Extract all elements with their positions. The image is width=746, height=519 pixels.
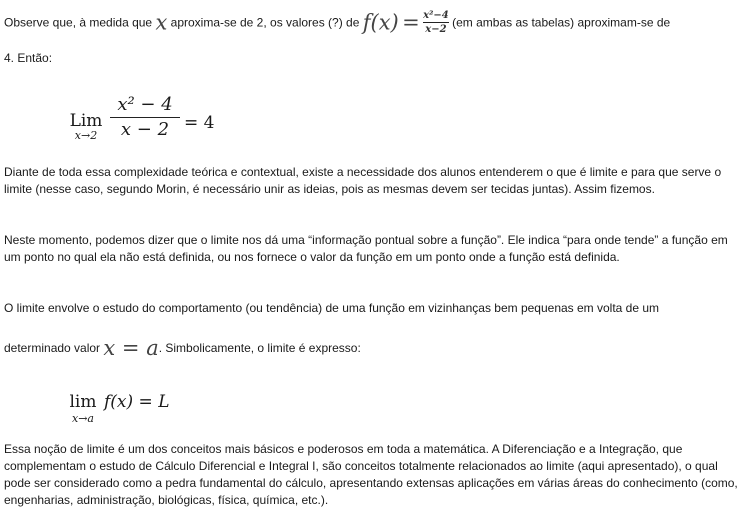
limit-word: Lim <box>69 111 103 131</box>
paragraph-2: Diante de toda essa complexidade teórica e contextual, existe a necessidade dos alunos entenderem o que é limite e para que serve o limite (nesse caso, segundo Morin, é necessário unir as ideias, pois as mesmas devem ser tecidas juntas). Assim fizemos. <box>4 165 722 196</box>
inline-fraction <box>423 10 449 35</box>
limit-fraction-bar <box>110 117 180 118</box>
limit-2-expression: f(x) = L <box>104 392 170 412</box>
intro-line-2: 4. Então: <box>4 51 53 65</box>
paragraph-5-text-b: . Simbolicamente, o limite é expresso: <box>158 341 361 355</box>
paragraph-4: O limite envolve o estudo do comportamento (ou tendência) de uma função em vizinhanças bem pequenas em volta de um <box>4 301 660 315</box>
inline-fraction-bar <box>423 22 449 23</box>
function-fx: f(x) <box>362 10 399 35</box>
limit-fraction-denominator: x − 2 <box>120 119 170 140</box>
limit-result: = 4 <box>184 113 215 133</box>
inline-fraction-numerator: x²−4 <box>423 10 449 21</box>
limit-2-label <box>66 392 100 426</box>
expression-x-equals-a: x = a <box>103 336 159 360</box>
intro-text-b: aproxima-se de 2, os valores (?) de <box>170 15 360 30</box>
limit-fraction-numerator: x² − 4 <box>117 94 173 115</box>
intro-text-c: (em ambas as tabelas) aproximam-se de <box>452 15 671 30</box>
limit-formula-1 <box>66 94 246 144</box>
limit-2-subscript: x→a <box>72 412 94 425</box>
paragraph-6: Essa noção de limite é um dos conceitos mais básicos e poderosos em toda a matemática. A Diferenciação e a Integração, que complementam o estudo de Cálculo Diferencial e Integral I, são conceitos totalmente relacionados ao limite (aqui apresentado), o qual pode ser considerado como a pedra fundamental do cálculo, apresentando extensas aplicações em várias áreas do conhecimento (como, engenharias, administração, biológicas, física, química, etc.). <box>4 442 738 507</box>
paragraph-5 <box>4 336 361 360</box>
variable-x: x <box>155 10 168 35</box>
limit-subscript: x→2 <box>74 129 98 142</box>
limit-label <box>66 112 106 142</box>
intro-line-1 <box>4 10 746 46</box>
intro-text-a: Observe que, à medida que <box>4 15 153 30</box>
equals-sign: = <box>402 10 420 35</box>
inline-fraction-denominator: x−2 <box>425 24 447 35</box>
paragraph-3: Neste momento, podemos dizer que o limite nos dá uma “informação pontual sobre a função”. Ele indica “para onde tende” a função em um ponto no qual ela não está definida, ou nos fornece o valor da função em um ponto onde a função está definida. <box>4 233 728 264</box>
limit-fraction <box>110 94 180 141</box>
limit-2-word: lim <box>69 392 97 412</box>
paragraph-5-text-a: determinado valor <box>4 341 101 355</box>
limit-formula-2 <box>66 392 226 432</box>
